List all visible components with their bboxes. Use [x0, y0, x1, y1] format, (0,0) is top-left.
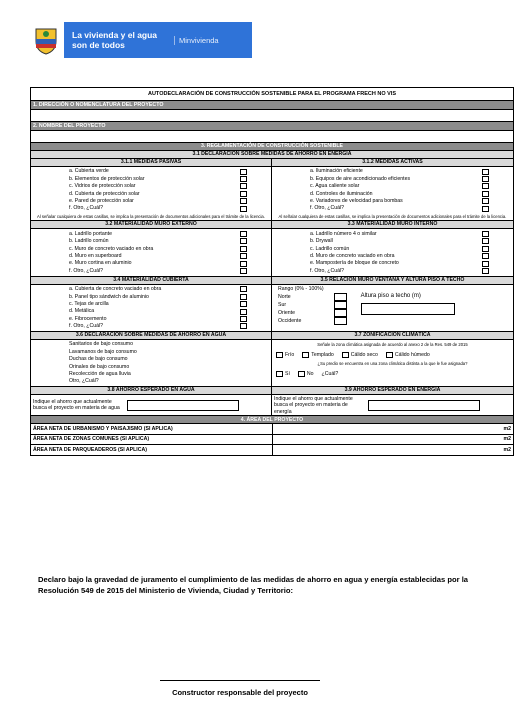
- range-label: Rango (0% - 100%): [278, 285, 324, 292]
- passive-measures: [31, 159, 272, 220]
- option-label: a. Iluminación eficiente: [310, 168, 363, 175]
- option-label: a. Cubierta verde: [69, 168, 109, 175]
- option-item: [31, 205, 271, 212]
- climate-option-label: Cálido seco: [350, 351, 378, 358]
- option-item: [272, 253, 513, 260]
- external-wall: [31, 221, 272, 275]
- option-checkbox[interactable]: [240, 286, 247, 292]
- option-checkbox[interactable]: [240, 238, 247, 244]
- option-checkbox[interactable]: [482, 261, 489, 267]
- orient-north: Norte: [278, 293, 291, 300]
- section-name: 2. NOMBRE DEL PROYECTO: [31, 122, 513, 131]
- option-checkbox[interactable]: [240, 206, 247, 212]
- option-checkbox[interactable]: [240, 246, 247, 252]
- option-label: b. Panel tipo sándwich de aluminio: [69, 293, 149, 300]
- climate-option-label: Templado: [311, 351, 334, 358]
- option-item: [31, 300, 271, 307]
- option-checkbox[interactable]: [240, 316, 247, 322]
- internal-wall-title: 3.3 MATERIALIDAD MURO INTERNO: [272, 221, 513, 229]
- option-checkbox[interactable]: [240, 198, 247, 204]
- ratio-title: 3.5 RELACIÓN MURO VENTANA Y ALTURA PISO A TECHO: [272, 277, 513, 285]
- option-label: f. Otro, ¿Cuál?: [310, 205, 345, 212]
- height-label: Altura piso a techo (m): [360, 292, 421, 299]
- yes-checkbox[interactable]: [276, 371, 283, 377]
- option-label: d. Metálica: [69, 308, 95, 315]
- option-checkbox[interactable]: [240, 191, 247, 197]
- water-measures: [31, 332, 272, 386]
- roof-title: 3.4 MATERIALIDAD CUBIERTA: [31, 277, 271, 285]
- option-item: [272, 260, 513, 267]
- height-input[interactable]: [361, 303, 455, 315]
- orient-south: Sur: [278, 301, 287, 308]
- internal-wall: [272, 221, 513, 275]
- option-item: [272, 238, 513, 245]
- no-checkbox[interactable]: [298, 371, 305, 377]
- option-item: [272, 168, 513, 175]
- option-item: [272, 205, 513, 212]
- option-label: e. Mampostería de bloque de concreto: [310, 260, 399, 267]
- option-checkbox[interactable]: [240, 183, 247, 189]
- option-checkbox[interactable]: [482, 183, 489, 189]
- option-item: [272, 230, 513, 237]
- climate-checkbox[interactable]: [276, 352, 283, 358]
- south-input[interactable]: [334, 301, 347, 309]
- area-label: ÁREA NETA DE ZONAS COMUNES (SI APLICA): [33, 435, 273, 445]
- option-label: a. Ladrillo número 4 o similar: [310, 230, 377, 237]
- option-label: Sanitarios de bajo consumo: [69, 341, 134, 348]
- option-checkbox[interactable]: [240, 231, 247, 237]
- climate-checkbox[interactable]: [386, 352, 393, 358]
- water-saving-input[interactable]: [127, 400, 239, 411]
- climate-question: Señale la zona climática asignada de acuerdo al anexo 2 de la Res. 549 de 2015: [317, 342, 468, 348]
- option-item: [31, 315, 271, 322]
- declaration-text: Declaro bajo la gravedad de juramento el cumplimiento de las medidas de ahorro en agua y energía establecidas por la Resolución 549 de 2015 del Ministerio de Vivienda, Ciudad y Territorio:: [38, 575, 469, 595]
- option-checkbox[interactable]: [240, 253, 247, 259]
- west-input[interactable]: [334, 317, 347, 325]
- area-unit[interactable]: m2: [503, 436, 511, 443]
- option-label: c. Ladrillo común: [310, 245, 350, 252]
- option-label: c. Vidrios de protección solar: [69, 183, 136, 190]
- option-checkbox[interactable]: [240, 261, 247, 267]
- coat-of-arms-icon: [28, 22, 64, 58]
- active-measures: [272, 159, 513, 220]
- option-label: b. Drywall: [310, 238, 333, 245]
- area-unit[interactable]: m2: [503, 425, 511, 432]
- option-label: d. Controles de iluminación: [310, 190, 373, 197]
- option-label: b. Equipos de aire acondicionado eficientes: [310, 175, 411, 182]
- option-label: Duchas de bajo consumo: [69, 356, 128, 363]
- option-label: Otro, ¿Cuál?: [69, 378, 99, 385]
- address-field[interactable]: [31, 110, 513, 122]
- section-regulation: 3. REGLAMENTACIÓN DE CONSTRUCCIÓN SOSTENIBLE: [31, 143, 513, 151]
- option-label: b. Elementos de protección solar: [69, 175, 145, 182]
- option-item: [31, 260, 271, 267]
- option-item: [31, 190, 271, 197]
- option-item: [31, 198, 271, 205]
- option-checkbox[interactable]: [482, 253, 489, 259]
- water-saving-label: Indique el ahorro que actualmente busca el proyecto en materia de agua: [33, 398, 120, 412]
- option-checkbox[interactable]: [482, 191, 489, 197]
- option-label: d. Muro de concreto vaciado en obra: [310, 252, 395, 259]
- option-checkbox[interactable]: [240, 323, 247, 329]
- option-item: [272, 175, 513, 182]
- option-item: [31, 341, 271, 348]
- passive-title: 3.1.1 MEDIDAS PASIVAS: [31, 159, 271, 167]
- area-label: ÁREA NETA DE URBANISMO Y PAISAJISMO (SI APLICA): [33, 424, 273, 434]
- yes-label: Sí: [285, 370, 290, 377]
- option-item: [31, 293, 271, 300]
- no-label: No: [306, 370, 314, 377]
- area-unit[interactable]: m2: [503, 446, 511, 453]
- option-label: c. Agua caliente solar: [310, 183, 360, 190]
- option-label: e. Muro cortina en aluminio: [69, 260, 132, 267]
- energy-saving-input[interactable]: [368, 400, 480, 411]
- energy-saving-title: 3.9 AHORRO ESPERADO EN ENERGÍA: [272, 387, 513, 395]
- area-row: [31, 435, 513, 446]
- water-title: 3.6 DECLARACIÓN SOBRE MEDIDAS DE AHORRO EN AGUA: [31, 332, 271, 340]
- climate-option-label: Cálido húmedo: [394, 351, 430, 358]
- option-item: [272, 183, 513, 190]
- option-label: Recolección de agua lluvia: [69, 371, 131, 378]
- option-label: f. Otro, ¿Cuál?: [69, 323, 104, 330]
- signature-label: Constructor responsable del proyecto: [172, 688, 308, 697]
- climate-question-2: ¿Su predio se encuentra en una zona climática distinta a la que le fue asignada?: [317, 361, 468, 367]
- option-checkbox[interactable]: [240, 309, 247, 315]
- option-item: [31, 267, 271, 274]
- active-title: 3.1.2 MEDIDAS ACTIVAS: [272, 159, 513, 167]
- option-item: [31, 238, 271, 245]
- climate-title: 3.7 ZONIFICACIÓN CLIMÁTICA: [272, 332, 513, 340]
- option-label: a. Cubierta de concreto vaciado en obra: [69, 286, 162, 293]
- option-item: [31, 245, 271, 252]
- form: [30, 87, 514, 456]
- external-wall-title: 3.2 MATERIALIDAD MURO EXTERNO: [31, 221, 271, 229]
- option-checkbox[interactable]: [482, 176, 489, 182]
- climate-option-label: Frío: [285, 351, 295, 358]
- energy-saving-label: Indique el ahorro que actualmente busca el proyecto en materia de energía: [274, 395, 353, 415]
- orient-west: Occidente: [278, 317, 302, 324]
- option-label: c. Muro de concreto vaciado en obra: [69, 245, 154, 252]
- climate-zone: [272, 332, 513, 386]
- active-note: Al señalar cualquiera de estas casillas, se implica la presentación de documentos adicionales para el trámite de la licencia.: [278, 214, 507, 220]
- option-item: [31, 183, 271, 190]
- section-address: 1. DIRECCIÓN O NOMENCLATURA DEL PROYECTO: [31, 101, 513, 110]
- option-item: [31, 371, 271, 378]
- option-checkbox[interactable]: [482, 246, 489, 252]
- which-label: ¿Cuál?: [321, 370, 339, 377]
- option-item: [31, 230, 271, 237]
- tagline: La vivienda y el agua son de todos: [72, 30, 158, 50]
- option-label: e. Fibrocemento: [69, 315, 107, 322]
- wall-window-ratio: [272, 277, 513, 331]
- option-item: [31, 323, 271, 330]
- option-label: b. Ladrillo común: [69, 238, 109, 245]
- option-item: [272, 245, 513, 252]
- option-item: [272, 267, 513, 274]
- option-label: c. Tejas de arcilla: [69, 300, 109, 307]
- north-input[interactable]: [334, 293, 347, 301]
- option-label: e. Variadores de velocidad para bombas: [310, 198, 403, 204]
- option-label: f. Otro, ¿Cuál?: [69, 205, 104, 212]
- option-item: [272, 190, 513, 197]
- option-checkbox[interactable]: [240, 294, 247, 300]
- option-item: [31, 363, 271, 370]
- option-label: e. Pared de protección solar: [69, 198, 134, 204]
- option-label: Orinales de bajo consumo: [69, 363, 130, 370]
- signature-line[interactable]: [160, 680, 320, 681]
- roof-material: [31, 277, 272, 331]
- option-item: [31, 356, 271, 363]
- orient-east: Oriente: [278, 309, 296, 316]
- passive-note: Al señalar cualquiera de estas casillas, se implica la presentación de documentos adicionales para el trámite de la licencia.: [37, 214, 265, 220]
- area-label: ÁREA NETA DE PARQUEADEROS (SI APLICA): [33, 445, 273, 455]
- option-checkbox[interactable]: [240, 169, 247, 175]
- section-area: 4. ÁREA DEL PROYECTO: [31, 416, 513, 424]
- option-item: [31, 378, 271, 385]
- climate-checkbox[interactable]: [342, 352, 349, 358]
- option-checkbox[interactable]: [482, 231, 489, 237]
- section-energy: 3.1 DECLARACIÓN SOBRE MEDIDAS DE AHORRO EN ENERGÍA: [31, 151, 513, 159]
- option-checkbox[interactable]: [240, 301, 247, 307]
- option-checkbox[interactable]: [240, 176, 247, 182]
- option-item: [272, 198, 513, 205]
- option-label: a. Ladrillo portante: [69, 230, 112, 237]
- option-checkbox[interactable]: [482, 238, 489, 244]
- option-item: [31, 286, 271, 293]
- option-checkbox[interactable]: [482, 268, 489, 274]
- ministry-name: Minvivienda: [174, 36, 219, 45]
- name-field[interactable]: [31, 131, 513, 143]
- form-title: AUTODECLARACIÓN DE CONSTRUCCIÓN SOSTENIBLE PARA EL PROGRAMA FRECH NO VIS: [31, 88, 513, 101]
- option-checkbox[interactable]: [240, 268, 247, 274]
- option-label: d. Cubierta de protección solar: [69, 190, 140, 197]
- option-item: [31, 308, 271, 315]
- option-label: f. Otro, ¿Cuál?: [310, 267, 345, 274]
- area-row: [31, 424, 513, 435]
- option-item: [31, 348, 271, 355]
- option-checkbox[interactable]: [482, 198, 489, 204]
- option-label: Lavamanos de bajo consumo: [69, 348, 137, 355]
- area-row: [31, 445, 513, 455]
- option-item: [31, 253, 271, 260]
- option-item: [31, 175, 271, 182]
- option-label: f. Otro, ¿Cuál?: [69, 267, 104, 274]
- east-input[interactable]: [334, 309, 347, 317]
- option-item: [31, 168, 271, 175]
- water-saving-title: 3.8 AHORRO ESPERADO EN AGUA: [31, 387, 271, 395]
- climate-checkbox[interactable]: [302, 352, 309, 358]
- option-checkbox[interactable]: [482, 206, 489, 212]
- ministry-logo: [28, 22, 252, 58]
- option-checkbox[interactable]: [482, 169, 489, 175]
- option-label: d. Muro en superboard: [69, 252, 122, 259]
